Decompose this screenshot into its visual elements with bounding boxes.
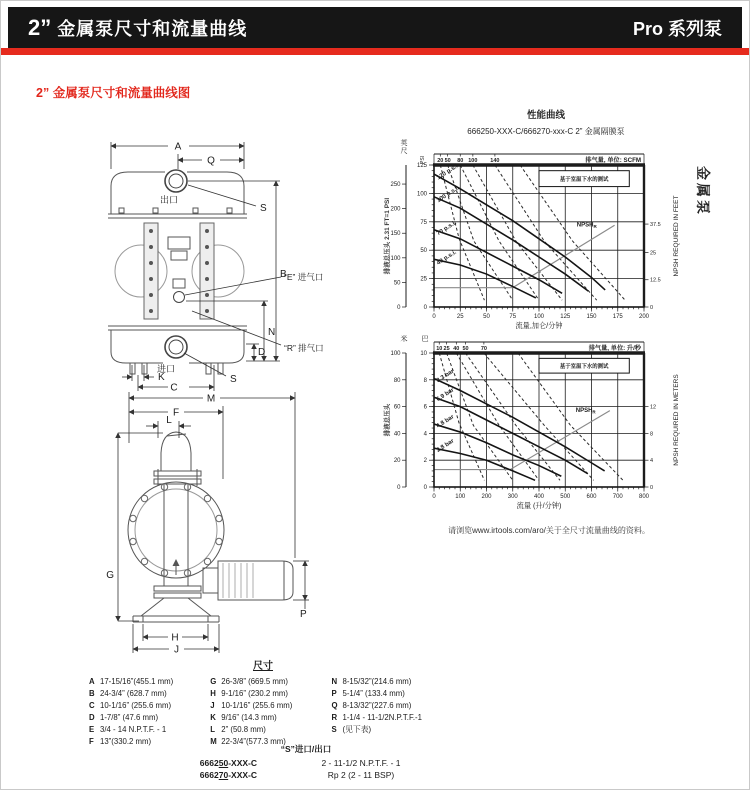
- page-title: [28, 15, 247, 41]
- dim-row: F 13”(330.2 mm): [89, 737, 152, 746]
- svg-text:125: 125: [416, 163, 427, 169]
- svg-text:100: 100: [455, 494, 466, 500]
- dim-row: H 9-1/16” (230.2 mm): [210, 689, 288, 698]
- air-inlet-label: “E” 进气口: [284, 272, 324, 282]
- dim-row: E 3/4 - 14 N.P.T.F. - 1: [89, 725, 167, 734]
- svg-text:12: 12: [650, 404, 657, 411]
- dim-label-s-bottom: S: [230, 374, 237, 385]
- svg-text:800: 800: [638, 494, 650, 500]
- svg-text:0: 0: [432, 314, 436, 320]
- performance-chart-subtitle: 666250-XXX-C/666270-xxx-C 2” 金属隔膜泵: [467, 127, 625, 136]
- dim-label-n: N: [268, 327, 276, 338]
- svg-text:25: 25: [650, 250, 657, 257]
- svg-text:150: 150: [586, 314, 597, 320]
- svg-text:200: 200: [638, 314, 650, 320]
- dim-label-g: G: [106, 570, 114, 581]
- pump-front-diagram: [96, 139, 391, 397]
- series-label: [633, 15, 722, 41]
- dim-label-s-top: S: [260, 203, 267, 214]
- svg-text:20: 20: [393, 458, 401, 465]
- exhaust-label: “R” 排气口: [284, 343, 324, 353]
- dim-row: N 8-15/32”(214.6 mm): [331, 677, 412, 686]
- dim-label-b: B: [280, 269, 287, 280]
- svg-text:0: 0: [397, 305, 401, 311]
- svg-text:8.3 bar: 8.3 bar: [435, 368, 456, 385]
- svg-text:40: 40: [453, 346, 460, 352]
- svg-text:0: 0: [432, 494, 436, 500]
- svg-text:100: 100: [390, 255, 401, 262]
- svg-text:80: 80: [393, 377, 401, 384]
- svg-text:基于室温下水的测试: 基于室温下水的测试: [559, 363, 609, 370]
- performance-chart-title: 性能曲线: [526, 110, 565, 121]
- svg-text:6: 6: [423, 404, 427, 411]
- svg-text:80: 80: [457, 158, 464, 164]
- svg-text:NPSH REQUIRED IN METERS: NPSH REQUIRED IN METERS: [673, 374, 680, 466]
- inlet-label: 进口: [156, 364, 176, 374]
- dim-row: L 2” (50.8 mm): [210, 725, 266, 734]
- svg-text:0: 0: [423, 485, 427, 491]
- series-text: 系列泵: [668, 18, 722, 39]
- page-title-size: 2”: [28, 14, 52, 40]
- svg-text:25: 25: [420, 276, 427, 283]
- dim-row: M 22-3/4”(577.3 mm): [210, 737, 286, 746]
- svg-text:排液总压头 2.31 FT=1 PSI: 排液总压头 2.31 FT=1 PSI: [384, 197, 391, 275]
- svg-text:10: 10: [420, 351, 427, 357]
- svg-text:8: 8: [423, 377, 427, 384]
- dim-label-l: L: [166, 415, 172, 426]
- pump-side-diagram: [81, 383, 391, 673]
- dim-column-1: [89, 677, 204, 748]
- svg-text:25: 25: [456, 314, 464, 320]
- dim-row: C 10-1/16” (255.6 mm): [89, 701, 172, 710]
- red-accent-bar: [1, 48, 749, 55]
- s-port-row: 666250-XXX-C 2 - 11-1/2 N.P.T.F. - 1: [199, 758, 401, 768]
- dim-row: P 5-1/4” (133.4 mm): [331, 689, 405, 698]
- svg-text:20: 20: [437, 158, 444, 164]
- outlet-label: 出口: [159, 195, 179, 205]
- dim-column-3: [332, 677, 437, 748]
- s-port-row: 666270-XXX-C Rp 2 (2 - 11 BSP): [199, 770, 395, 780]
- svg-text:4.8 bar: 4.8 bar: [435, 414, 456, 430]
- svg-text:4: 4: [650, 458, 654, 465]
- svg-text:60: 60: [393, 404, 401, 411]
- dim-label-c: C: [170, 382, 178, 394]
- svg-text:100: 100: [416, 191, 427, 198]
- svg-text:10: 10: [436, 346, 443, 352]
- svg-text:50: 50: [444, 158, 451, 164]
- svg-text:2: 2: [423, 458, 427, 465]
- svg-text:0: 0: [650, 485, 654, 491]
- chart-metric-block: [378, 331, 714, 528]
- dim-label-k: K: [158, 372, 165, 383]
- svg-text:2.8 bar: 2.8 bar: [435, 438, 456, 454]
- svg-text:排气量, 单位: SCFM: 排气量, 单位: SCFM: [585, 157, 641, 164]
- svg-text:75: 75: [420, 219, 427, 226]
- svg-text:100: 100: [468, 158, 478, 164]
- series-pro: Pro: [632, 18, 663, 39]
- svg-text:140: 140: [490, 158, 500, 164]
- svg-text:50: 50: [483, 314, 490, 320]
- svg-text:8: 8: [650, 431, 654, 438]
- svg-text:600: 600: [586, 494, 597, 500]
- doc-subtitle: [36, 83, 190, 101]
- svg-text:尺: 尺: [400, 148, 408, 155]
- svg-text:英: 英: [400, 140, 408, 147]
- chart-imperial: [378, 139, 714, 339]
- svg-text:0: 0: [650, 305, 654, 311]
- svg-text:NPSHR: $NPSH_R$: [576, 222, 597, 229]
- svg-text:200: 200: [390, 206, 401, 213]
- dim-label-f: F: [172, 407, 180, 419]
- svg-text:400: 400: [533, 494, 545, 500]
- chart-metric: [378, 331, 714, 523]
- svg-text:37.5: 37.5: [650, 222, 661, 229]
- dim-row: G 26-3/8” (669.5 mm): [210, 677, 288, 686]
- dim-row: Q 8-13/32”(227.6 mm): [331, 701, 412, 710]
- dim-label-m: M: [206, 393, 216, 405]
- svg-text:50: 50: [393, 280, 401, 287]
- svg-text:0: 0: [423, 305, 427, 311]
- dim-row: K 9/16” (14.3 mm): [210, 713, 277, 722]
- dimensions-table: [89, 657, 437, 748]
- svg-text:米: 米: [400, 336, 408, 343]
- dim-label-h: H: [171, 632, 179, 644]
- metal-pump-side-tab: 金属泵: [695, 166, 711, 217]
- page-title-text: 金属泵尺寸和流量曲线: [57, 18, 248, 39]
- doc-subtitle-text: 金属泵尺寸和流量曲线图: [52, 86, 191, 100]
- svg-text:巴: 巴: [421, 336, 429, 343]
- svg-text:NPSH REQUIRED IN FEET: NPSH REQUIRED IN FEET: [673, 195, 680, 277]
- svg-text:40: 40: [393, 431, 401, 438]
- svg-text:50: 50: [462, 346, 469, 352]
- doc-subtitle-num: 2”: [36, 86, 50, 100]
- svg-text:NPSHR: $NPSH_R$: [575, 407, 596, 415]
- dim-label-d: D: [258, 347, 266, 358]
- svg-text:流量 (升/分钟): 流量 (升/分钟): [516, 501, 562, 510]
- svg-text:排气量, 单位: 升/秒: 排气量, 单位: 升/秒: [588, 345, 641, 352]
- svg-text:70 p.s.i.: 70 p.s.i.: [436, 220, 458, 238]
- svg-text:流量,加仑/分钟: 流量,加仑/分钟: [515, 321, 563, 330]
- svg-text:100: 100: [533, 314, 545, 320]
- dim-label-q: Q: [207, 155, 215, 167]
- svg-text:40 p.s.i.: 40 p.s.i.: [436, 249, 458, 267]
- svg-text:700: 700: [612, 494, 623, 500]
- footer-url-note: 请浏览www.irtools.com/aro/关于全尺寸流量曲线的资料。: [448, 526, 650, 535]
- svg-text:125: 125: [560, 314, 571, 320]
- dim-row: S (见下表): [331, 725, 372, 734]
- dim-row: D 1-7/8” (47.6 mm): [89, 713, 159, 722]
- svg-text:6.9 bar: 6.9 bar: [435, 387, 456, 403]
- dimensions-title: 尺寸: [253, 661, 273, 672]
- svg-text:120 p.s.i.: 120 p.s.i.: [436, 162, 461, 182]
- svg-text:250: 250: [390, 182, 401, 189]
- svg-text:100 p.s.i.: 100 p.s.i.: [436, 185, 461, 205]
- dim-column-2: [210, 677, 325, 748]
- svg-text:200: 200: [481, 494, 492, 500]
- svg-text:75: 75: [509, 314, 517, 320]
- svg-text:50: 50: [420, 248, 427, 255]
- dim-row: B 24-3/4” (628.7 mm): [89, 689, 167, 698]
- dim-label-a: A: [174, 141, 182, 153]
- dim-row: R 1-1/4 - 11-1/2N.P.T.F.-1: [331, 713, 422, 722]
- svg-text:150: 150: [390, 231, 401, 238]
- svg-text:70: 70: [480, 346, 487, 352]
- svg-text:175: 175: [612, 314, 623, 320]
- chart-imperial-block: [378, 107, 714, 344]
- dim-label-p: P: [300, 609, 307, 620]
- svg-text:300: 300: [507, 494, 518, 500]
- s-port-rows: [141, 757, 471, 781]
- svg-text:25: 25: [443, 346, 450, 352]
- dim-label-j: J: [174, 644, 179, 656]
- svg-text:100: 100: [390, 351, 401, 357]
- svg-text:500: 500: [560, 494, 571, 500]
- s-port-table: [141, 743, 471, 781]
- svg-text:12.5: 12.5: [650, 277, 661, 284]
- s-port-title: “S”进口/出口: [280, 744, 332, 754]
- svg-text:排液总压头: 排液总压头: [384, 403, 391, 437]
- svg-text:4: 4: [423, 431, 427, 438]
- svg-text:0: 0: [397, 485, 401, 491]
- dim-row: J 10-1/16” (255.6 mm): [210, 701, 293, 710]
- svg-text:基于室温下水的测试: 基于室温下水的测试: [559, 176, 609, 183]
- svg-text:PSI: PSI: [420, 155, 426, 164]
- header-bar: [8, 7, 742, 48]
- dim-row: A 17-15/16”(455.1 mm): [89, 677, 174, 686]
